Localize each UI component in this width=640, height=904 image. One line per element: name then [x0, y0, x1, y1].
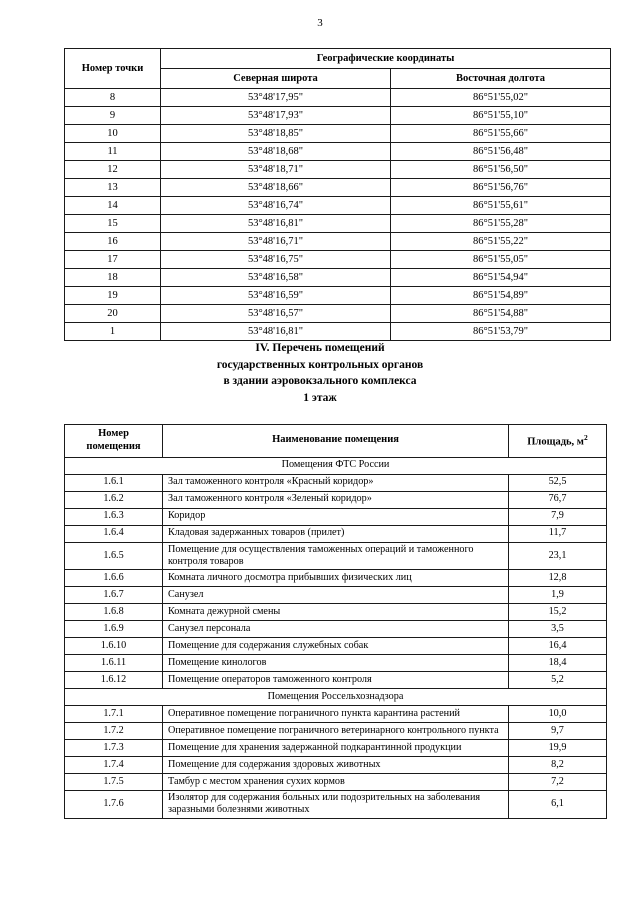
- cell-longitude: 86°51'55,05": [391, 251, 611, 269]
- table-row: [65, 197, 611, 215]
- table-row: [65, 305, 611, 323]
- cell-latitude: 53°48'16,81": [161, 323, 391, 341]
- cell-longitude: 86°51'56,50": [391, 161, 611, 179]
- cell-longitude: 86°51'55,28": [391, 215, 611, 233]
- column-header-premises-area-text: Площадь, м: [527, 436, 584, 448]
- cell-premises-area: 6,1: [509, 791, 607, 818]
- column-header-premises-number: [65, 425, 163, 458]
- cell-premises-number: 1.7.1: [65, 706, 163, 723]
- cell-point-number: 17: [65, 251, 161, 269]
- cell-premises-number: 1.6.5: [65, 542, 163, 569]
- cell-premises-name: Зал таможенного контроля «Красный коридор»: [163, 474, 509, 491]
- cell-premises-number: 1.6.8: [65, 604, 163, 621]
- cell-longitude: 86°51'55,22": [391, 233, 611, 251]
- page-number: 3: [317, 17, 323, 29]
- cell-premises-name: Помещение операторов таможенного контроля: [163, 672, 509, 689]
- cell-longitude: 86°51'54,89": [391, 287, 611, 305]
- cell-longitude: 86°51'54,94": [391, 269, 611, 287]
- cell-premises-area: 10,0: [509, 706, 607, 723]
- section-heading: [0, 340, 640, 406]
- table-row: [65, 143, 611, 161]
- cell-point-number: 19: [65, 287, 161, 305]
- cell-premises-name: Помещение для хранения задержанной подкарантинной продукции: [163, 740, 509, 757]
- table-row: [65, 542, 607, 569]
- cell-premises-area: 1,9: [509, 587, 607, 604]
- cell-premises-area: 15,2: [509, 604, 607, 621]
- cell-premises-name: Тамбур с местом хранения сухих кормов: [163, 774, 509, 791]
- cell-premises-area: 23,1: [509, 542, 607, 569]
- cell-point-number: 1: [65, 323, 161, 341]
- cell-latitude: 53°48'17,93": [161, 107, 391, 125]
- cell-latitude: 53°48'16,74": [161, 197, 391, 215]
- cell-premises-number: 1.6.2: [65, 491, 163, 508]
- section-heading-line-4: 1 этаж: [303, 391, 337, 404]
- cell-premises-number: 1.6.11: [65, 655, 163, 672]
- cell-latitude: 53°48'17,95": [161, 89, 391, 107]
- column-header-premises-number-line-2: помещения: [86, 440, 141, 452]
- cell-premises-number: 1.6.6: [65, 570, 163, 587]
- cell-premises-number: 1.6.1: [65, 474, 163, 491]
- cell-premises-area: 5,2: [509, 672, 607, 689]
- table-row: [65, 125, 611, 143]
- cell-premises-area: 9,7: [509, 723, 607, 740]
- cell-latitude: 53°48'18,71": [161, 161, 391, 179]
- cell-premises-area: 76,7: [509, 491, 607, 508]
- section-heading-line-3: в здании аэровокзального комплекса: [223, 375, 417, 387]
- table-row: [65, 723, 607, 740]
- cell-premises-number: 1.6.4: [65, 525, 163, 542]
- cell-latitude: 53°48'16,58": [161, 269, 391, 287]
- column-header-premises-area: [509, 425, 607, 458]
- cell-point-number: 9: [65, 107, 161, 125]
- premises-table: [64, 424, 607, 819]
- table-row: [65, 757, 607, 774]
- cell-premises-number: 1.7.5: [65, 774, 163, 791]
- section-heading-line-1: IV. Перечень помещений: [255, 342, 385, 354]
- cell-point-number: 13: [65, 179, 161, 197]
- coordinates-table-body: [65, 89, 611, 341]
- table-row: [65, 791, 607, 818]
- cell-latitude: 53°48'16,81": [161, 215, 391, 233]
- cell-premises-number: 1.6.7: [65, 587, 163, 604]
- table-row: [65, 621, 607, 638]
- table-group-row: [65, 457, 607, 474]
- cell-premises-name: Комната личного досмотра прибывших физических лиц: [163, 570, 509, 587]
- table-row: [65, 179, 611, 197]
- cell-premises-area: 12,8: [509, 570, 607, 587]
- cell-latitude: 53°48'18,66": [161, 179, 391, 197]
- table-row: [65, 474, 607, 491]
- coordinates-table-head: [65, 49, 611, 89]
- cell-premises-area: 11,7: [509, 525, 607, 542]
- cell-premises-area: 7,9: [509, 508, 607, 525]
- cell-point-number: 16: [65, 233, 161, 251]
- cell-premises-name: Комната дежурной смены: [163, 604, 509, 621]
- cell-point-number: 11: [65, 143, 161, 161]
- table-header-row: [65, 425, 607, 458]
- table-row: [65, 672, 607, 689]
- table-row: [65, 323, 611, 341]
- cell-premises-number: 1.6.9: [65, 621, 163, 638]
- cell-premises-area: 3,5: [509, 621, 607, 638]
- cell-point-number: 12: [65, 161, 161, 179]
- cell-premises-name: Оперативное помещение пограничного пункта карантина растений: [163, 706, 509, 723]
- column-header-latitude: Северная широта: [161, 69, 391, 89]
- table-group-row: [65, 689, 607, 706]
- cell-premises-number: 1.6.12: [65, 672, 163, 689]
- section-heading-line-2: государственных контрольных органов: [216, 358, 424, 371]
- cell-premises-number: 1.7.3: [65, 740, 163, 757]
- cell-premises-name: Изолятор для содержания больных или подозрительных на заболевания заразными болезнями животных: [163, 791, 509, 818]
- cell-latitude: 53°48'16,71": [161, 233, 391, 251]
- column-header-premises-name: Наименование помещения: [163, 425, 509, 458]
- group-title: Помещения ФТС России: [65, 457, 607, 474]
- cell-latitude: 53°48'16,75": [161, 251, 391, 269]
- cell-premises-name: Коридор: [163, 508, 509, 525]
- table-row: [65, 287, 611, 305]
- cell-longitude: 86°51'55,61": [391, 197, 611, 215]
- column-header-point-number: Номер точки: [65, 49, 161, 89]
- cell-premises-area: 8,2: [509, 757, 607, 774]
- cell-premises-name: Зал таможенного контроля «Зеленый коридор»: [163, 491, 509, 508]
- cell-premises-number: 1.6.10: [65, 638, 163, 655]
- table-row: [65, 740, 607, 757]
- table-row: [65, 233, 611, 251]
- table-header-row: [65, 49, 611, 69]
- table-row: [65, 215, 611, 233]
- table-row: [65, 604, 607, 621]
- table-row: [65, 570, 607, 587]
- column-header-premises-area-superscript: 2: [583, 432, 588, 442]
- cell-longitude: 86°51'55,66": [391, 125, 611, 143]
- cell-longitude: 86°51'55,10": [391, 107, 611, 125]
- cell-longitude: 86°51'56,76": [391, 179, 611, 197]
- table-row: [65, 89, 611, 107]
- cell-point-number: 15: [65, 215, 161, 233]
- table-row: [65, 706, 607, 723]
- cell-premises-name: Санузел: [163, 587, 509, 604]
- cell-longitude: 86°51'53,79": [391, 323, 611, 341]
- cell-longitude: 86°51'56,48": [391, 143, 611, 161]
- cell-longitude: 86°51'54,88": [391, 305, 611, 323]
- coordinates-table: [64, 48, 611, 341]
- cell-latitude: 53°48'16,57": [161, 305, 391, 323]
- table-row: [65, 774, 607, 791]
- cell-latitude: 53°48'16,59": [161, 287, 391, 305]
- cell-point-number: 10: [65, 125, 161, 143]
- cell-longitude: 86°51'55,02": [391, 89, 611, 107]
- table-row: [65, 269, 611, 287]
- cell-point-number: 14: [65, 197, 161, 215]
- column-header-premises-number-line-1: Номер: [98, 428, 129, 439]
- cell-latitude: 53°48'18,68": [161, 143, 391, 161]
- cell-premises-number: 1.7.2: [65, 723, 163, 740]
- cell-premises-area: 7,2: [509, 774, 607, 791]
- column-header-longitude: Восточная долгота: [391, 69, 611, 89]
- cell-premises-name: Санузел персонала: [163, 621, 509, 638]
- table-row: [65, 638, 607, 655]
- column-header-geographic-coordinates: Географические координаты: [161, 49, 611, 69]
- cell-premises-area: 16,4: [509, 638, 607, 655]
- cell-premises-name: Оперативное помещение пограничного ветеринарного контрольного пункта: [163, 723, 509, 740]
- cell-premises-area: 19,9: [509, 740, 607, 757]
- cell-premises-area: 52,5: [509, 474, 607, 491]
- cell-premises-name: Кладовая задержанных товаров (прилет): [163, 525, 509, 542]
- group-title: Помещения Россельхознадзора: [65, 689, 607, 706]
- table-row: [65, 508, 607, 525]
- cell-premises-number: 1.6.3: [65, 508, 163, 525]
- cell-premises-name: Помещение для содержания служебных собак: [163, 638, 509, 655]
- table-row: [65, 251, 611, 269]
- premises-table-body: [65, 457, 607, 818]
- cell-premises-name: Помещение для осуществления таможенных операций и таможенного контроля товаров: [163, 542, 509, 569]
- cell-premises-number: 1.7.6: [65, 791, 163, 818]
- table-row: [65, 107, 611, 125]
- cell-point-number: 20: [65, 305, 161, 323]
- table-row: [65, 525, 607, 542]
- premises-table-head: [65, 425, 607, 458]
- table-row: [65, 491, 607, 508]
- table-row: [65, 587, 607, 604]
- table-row: [65, 161, 611, 179]
- cell-premises-number: 1.7.4: [65, 757, 163, 774]
- cell-premises-name: Помещение кинологов: [163, 655, 509, 672]
- cell-point-number: 18: [65, 269, 161, 287]
- cell-premises-area: 18,4: [509, 655, 607, 672]
- cell-latitude: 53°48'18,85": [161, 125, 391, 143]
- cell-premises-name: Помещение для содержания здоровых животных: [163, 757, 509, 774]
- table-row: [65, 655, 607, 672]
- cell-point-number: 8: [65, 89, 161, 107]
